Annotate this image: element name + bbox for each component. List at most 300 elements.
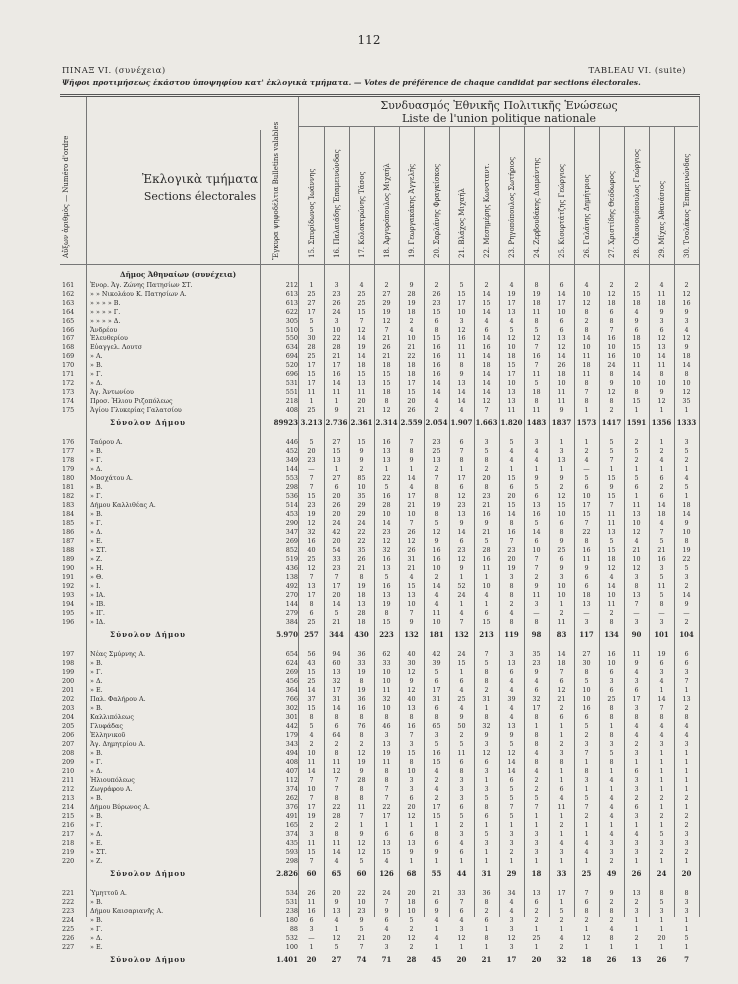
candidate-vote-cell: 17: [506, 954, 517, 964]
candidate-vote-cell: 85: [357, 473, 366, 482]
row-label: » Β.: [90, 482, 103, 491]
candidate-vote-cell: 7: [409, 608, 414, 617]
candidate-vote-cell: 7: [334, 572, 339, 581]
candidate-vote-cell: 18: [581, 954, 592, 964]
candidate-vote-cell: 2: [559, 915, 564, 924]
candidate-vote-cell: 6: [484, 325, 489, 334]
candidate-vote-cell: 3: [684, 897, 689, 906]
valid-ballots-value: 2.826: [276, 868, 298, 878]
candidate-vote-cell: 7: [484, 649, 489, 658]
candidate-vote-cell: 8: [384, 396, 389, 405]
candidate-vote-cell: 23: [457, 545, 466, 554]
candidate-vote-cell: 8: [484, 897, 489, 906]
candidate-vote-cell: 5: [459, 811, 464, 820]
candidate-vote-cell: 5: [509, 793, 514, 802]
candidate-vote-cell: 14: [482, 370, 491, 378]
candidate-vote-cell: 11: [632, 361, 641, 370]
candidate-vote-cell: 4: [659, 730, 664, 739]
candidate-vote-cell: 18: [507, 352, 516, 361]
candidate-vote-cell: 18: [407, 897, 416, 906]
candidate-vote-cell: 8: [534, 712, 539, 721]
candidate-vote-cell: 1: [584, 829, 589, 838]
candidate-vote-cell: 3: [559, 748, 564, 757]
candidate-vote-cell: 1: [684, 757, 689, 766]
candidate-vote-cell: 9: [484, 518, 489, 527]
candidate-vote-cell: 2: [509, 847, 514, 856]
top-rule-2: [60, 96, 700, 97]
candidate-vote-cell: 19: [357, 581, 366, 590]
candidate-vote-cell: 14: [332, 599, 341, 608]
candidate-vote-cell: 20: [681, 868, 692, 878]
candidate-vote-cell: 4: [509, 608, 514, 617]
candidate-vote-cell: 4: [434, 396, 439, 405]
row-label: » Δ.: [90, 676, 103, 685]
candidate-vote-cell: 19: [532, 289, 541, 298]
union-title-gr: Συνδυασμός Ἐθνικῆς Πολιτικῆς Ἑνώσεως: [380, 99, 618, 112]
candidate-vote-cell: 5: [484, 658, 489, 667]
candidate-vote-cell: 3: [684, 838, 689, 847]
candidate-vote-cell: 98: [531, 629, 542, 639]
valid-ballots-value: 436: [285, 563, 298, 572]
candidate-vote-cell: 2: [534, 572, 539, 581]
candidate-vote-cell: 24: [457, 649, 466, 658]
row-number: 200: [62, 676, 75, 685]
candidate-vote-cell: 1356: [651, 417, 672, 427]
candidate-vote-cell: 14: [482, 352, 491, 361]
candidate-vote-cell: 8: [659, 712, 664, 721]
candidate-vote-cell: 21: [482, 500, 491, 509]
candidate-vote-cell: 14: [357, 334, 366, 343]
section-total-label: Σύνολον Δήμου: [110, 629, 187, 639]
candidate-vote-cell: 2: [659, 482, 664, 491]
candidate-vote-cell: 10: [582, 343, 591, 352]
candidate-vote-cell: 1: [684, 775, 689, 784]
candidate-vote-cell: 26: [307, 888, 316, 897]
candidate-vote-cell: 6: [309, 608, 314, 617]
candidate-vote-cell: 12: [582, 298, 591, 307]
candidate-vote-cell: 2: [559, 820, 564, 829]
candidate-vote-cell: 11: [582, 370, 591, 378]
row-number: 182: [62, 491, 75, 500]
candidate-vote-cell: 12: [382, 405, 391, 414]
candidate-vote-cell: 11: [382, 685, 391, 694]
candidate-vote-cell: 8: [534, 757, 539, 766]
candidate-vote-cell: 6: [534, 536, 539, 545]
candidate-vote-cell: 21: [407, 343, 416, 352]
candidate-vote-cell: 26: [656, 954, 667, 964]
candidate-vote-cell: 27: [382, 289, 391, 298]
row-number: 216: [62, 820, 75, 829]
candidate-vote-cell: 8: [384, 775, 389, 784]
valid-ballots-value: 343: [285, 739, 298, 748]
candidate-vote-cell: 13: [657, 343, 666, 352]
candidate-vote-cell: 6: [534, 685, 539, 694]
candidate-vote-cell: 8: [609, 730, 614, 739]
row-label: » Ε.: [90, 685, 103, 694]
candidate-vote-cell: 9: [459, 712, 464, 721]
candidate-vote-cell: 3: [559, 446, 564, 455]
candidate-vote-cell: 18: [582, 361, 591, 370]
candidate-vote-cell: 6: [584, 897, 589, 906]
candidate-vote-cell: 7: [559, 667, 564, 676]
candidate-vote-cell: 3: [509, 829, 514, 838]
candidate-vote-cell: 1: [534, 820, 539, 829]
row-label: » Δ.: [90, 378, 103, 387]
row-number: 199: [62, 667, 75, 676]
candidate-vote-cell: 16: [432, 748, 441, 757]
candidate-vote-cell: 6: [559, 676, 564, 685]
union-title-fr: Liste de l'union politique nationale: [401, 112, 597, 125]
candidate-vote-cell: 13: [457, 378, 466, 387]
candidate-vote-cell: 8: [684, 536, 689, 545]
candidate-vote-cell: 12: [332, 766, 341, 775]
row-label: Ἡλιουπόλεως: [90, 775, 135, 784]
candidate-vote-cell: 9: [609, 378, 614, 387]
candidate-vote-cell: 4: [584, 281, 589, 289]
candidate-vote-cell: 11: [432, 608, 441, 617]
candidate-vote-cell: 14: [357, 352, 366, 361]
candidate-vote-cell: 4: [309, 730, 314, 739]
candidate-vote-cell: 4: [634, 721, 639, 730]
valid-ballots-label: Ἔγκυρα ψηφοδέλτια Bulletins valables: [272, 121, 280, 260]
candidate-vote-cell: 23: [332, 563, 341, 572]
candidate-vote-cell: 1: [634, 856, 639, 865]
valid-ballots-value: 302: [285, 703, 298, 712]
candidate-vote-cell: 16: [432, 545, 441, 554]
candidate-vote-cell: 8: [434, 712, 439, 721]
candidate-vote-cell: 11: [657, 361, 666, 370]
candidate-vote-cell: 5: [484, 536, 489, 545]
row-label: » ΙΔ.: [90, 617, 106, 626]
candidate-vote-cell: 14: [557, 649, 566, 658]
candidate-vote-cell: 4: [359, 281, 364, 289]
candidate-vote-cell: 3: [534, 829, 539, 838]
candidate-vote-cell: 3: [534, 599, 539, 608]
candidate-vote-cell: 1591: [626, 417, 647, 427]
candidate-vote-cell: 9: [334, 405, 339, 414]
candidate-vote-cell: 15: [407, 581, 416, 590]
candidate-vote-cell: 2: [534, 906, 539, 915]
candidate-vote-cell: 13: [457, 509, 466, 518]
candidate-vote-cell: 23: [382, 527, 391, 536]
candidate-vote-cell: 2: [634, 739, 639, 748]
candidate-vote-cell: 15: [507, 361, 516, 370]
candidate-vote-cell: 24: [607, 361, 616, 370]
candidate-vote-cell: 10: [682, 378, 691, 387]
candidate-vote-cell: 16: [582, 545, 591, 554]
candidate-vote-cell: 8: [584, 325, 589, 334]
candidate-vote-cell: 25: [307, 617, 316, 626]
candidate-vote-cell: 6: [559, 554, 564, 563]
row-label: » Β.: [90, 897, 103, 906]
candidate-vote-cell: 10: [432, 563, 441, 572]
row-label: Δήμου Καλλιθέας Α.: [90, 500, 156, 509]
row-label: » ΙΓ.: [90, 608, 105, 617]
candidate-vote-cell: 5: [534, 518, 539, 527]
candidate-vote-cell: 2: [559, 739, 564, 748]
candidate-vote-cell: 8: [584, 378, 589, 387]
row-number: 174: [62, 396, 75, 405]
candidate-vote-cell: 7: [609, 500, 614, 509]
candidate-vote-cell: 8: [609, 316, 614, 325]
candidate-vote-cell: 1: [409, 820, 414, 829]
candidate-vote-cell: 2.736: [325, 417, 348, 427]
row-label: » Θ.: [90, 572, 104, 581]
valid-ballots-value: 613: [285, 289, 298, 298]
candidate-vote-cell: 3: [634, 748, 639, 757]
valid-ballots-value: 551: [285, 387, 298, 396]
candidate-vote-cell: 4: [584, 847, 589, 856]
row-label: Γλυφάδας: [90, 721, 123, 730]
row-label: Ἐλευθερίου: [90, 334, 128, 343]
candidate-vote-cell: 12: [532, 334, 541, 343]
candidate-vote-cell: 7: [309, 793, 314, 802]
row-label: Ἁγίου Γλυκερίας Γαλατσίου: [90, 405, 182, 414]
candidate-vote-cell: 11: [582, 352, 591, 361]
section-total-label: Σύνολον Δήμου: [110, 954, 187, 964]
candidate-vote-cell: 27: [307, 298, 316, 307]
candidate-vote-cell: 28: [482, 545, 491, 554]
candidate-vote-cell: 1: [434, 820, 439, 829]
candidate-vote-cell: 4: [634, 730, 639, 739]
candidate-vote-cell: 13: [407, 703, 416, 712]
candidate-vote-cell: 3: [634, 906, 639, 915]
candidate-vote-cell: 9: [359, 455, 364, 464]
candidate-vote-cell: 4: [659, 676, 664, 685]
row-number: 188: [62, 545, 75, 554]
candidate-vote-cell: 9: [359, 829, 364, 838]
candidate-vote-cell: 13: [607, 527, 616, 536]
valid-ballots-value: 435: [285, 838, 298, 847]
candidate-vote-cell: 9: [684, 343, 689, 352]
candidate-vote-cell: 13: [382, 446, 391, 455]
row-number: 184: [62, 509, 75, 518]
candidate-vote-cell: 2: [684, 581, 689, 590]
row-label: » ΣΤ.: [90, 545, 107, 554]
valid-ballots-value: 179: [285, 730, 298, 739]
candidate-vote-cell: 8: [509, 518, 514, 527]
candidate-vote-cell: 3: [609, 739, 614, 748]
candidate-vote-cell: 2: [559, 608, 564, 617]
candidate-vote-cell: 1: [684, 685, 689, 694]
candidate-vote-cell: 2: [634, 897, 639, 906]
candidate-vote-cell: 8: [609, 703, 614, 712]
candidate-vote-cell: 9: [459, 563, 464, 572]
candidate-vote-cell: 9: [484, 730, 489, 739]
candidate-vote-cell: 10: [607, 658, 616, 667]
candidate-vote-cell: 4: [409, 325, 414, 334]
candidate-vote-cell: 11: [482, 563, 491, 572]
candidate-vote-cell: 4: [509, 703, 514, 712]
candidate-vote-cell: 22: [382, 473, 391, 482]
candidate-vote-cell: 20: [507, 554, 516, 563]
candidate-vote-cell: 60: [356, 868, 367, 878]
candidate-vote-cell: 40: [307, 545, 316, 554]
candidate-vote-cell: 16: [607, 334, 616, 343]
candidate-vote-cell: 9: [459, 518, 464, 527]
candidate-vote-cell: 25: [581, 868, 592, 878]
candidate-vote-cell: 12: [607, 387, 616, 396]
candidate-header: 19. Γεωργακάκης Ἀγγελῆς: [408, 164, 416, 258]
candidate-vote-cell: 14: [482, 307, 491, 316]
candidate-vote-cell: 31: [432, 694, 441, 703]
candidate-vote-cell: 12: [457, 554, 466, 563]
candidate-vote-cell: 15: [432, 757, 441, 766]
candidate-vote-cell: 1: [484, 942, 489, 951]
candidate-vote-cell: 1: [459, 464, 464, 473]
candidate-vote-cell: 4: [659, 281, 664, 289]
candidate-vote-cell: 4: [609, 775, 614, 784]
row-number: 204: [62, 712, 75, 721]
candidate-vote-cell: 8: [359, 793, 364, 802]
candidate-vote-cell: 14: [657, 500, 666, 509]
candidate-vote-cell: 7: [659, 703, 664, 712]
candidate-header: 20. Σαρλάνης Φραγκίσκος: [433, 163, 441, 258]
candidate-vote-cell: 13: [382, 455, 391, 464]
candidate-vote-cell: 1: [584, 942, 589, 951]
candidate-header: 24. Ζερβουδάκης Διαμάντης: [533, 157, 541, 258]
candidate-vote-cell: 4: [609, 924, 614, 933]
candidate-vote-cell: 3: [484, 766, 489, 775]
candidate-vote-cell: 13: [507, 396, 516, 405]
candidate-vote-cell: 1: [634, 915, 639, 924]
candidate-vote-cell: 20: [332, 888, 341, 897]
candidate-vote-cell: 3: [609, 676, 614, 685]
row-number: 165: [62, 316, 75, 325]
valid-ballots-value: 279: [285, 608, 298, 617]
candidate-vote-cell: 7: [534, 343, 539, 352]
candidate-vote-cell: 4: [459, 608, 464, 617]
candidate-vote-cell: 8: [384, 766, 389, 775]
candidate-vote-cell: 9: [559, 536, 564, 545]
row-number: 203: [62, 703, 75, 712]
candidate-vote-cell: 8: [309, 712, 314, 721]
candidate-vote-cell: 1: [409, 856, 414, 865]
candidate-vote-cell: 14: [457, 527, 466, 536]
candidate-vote-cell: 2: [609, 897, 614, 906]
candidate-vote-cell: 3: [659, 739, 664, 748]
candidate-vote-cell: 5: [684, 933, 689, 942]
candidate-vote-cell: 14: [382, 518, 391, 527]
candidate-vote-cell: 8: [484, 933, 489, 942]
row-number: 172: [62, 378, 75, 387]
candidate-vote-cell: 16: [532, 352, 541, 361]
candidate-vote-cell: 28: [406, 954, 417, 964]
candidate-vote-cell: 1: [559, 856, 564, 865]
row-label: » Γ.: [90, 455, 103, 464]
candidate-vote-cell: 8: [459, 766, 464, 775]
candidate-header: 16. Παλαιάδης Ἐπαμεινώνδας: [333, 149, 341, 258]
candidate-vote-cell: 12: [632, 563, 641, 572]
candidate-vote-cell: 5: [484, 446, 489, 455]
candidate-vote-cell: 1: [684, 802, 689, 811]
candidate-vote-cell: 2: [684, 455, 689, 464]
valid-ballots-value: 453: [285, 509, 298, 518]
candidate-header: 22. Μεσημέρης Κωνσταντ.: [483, 163, 491, 258]
candidate-vote-cell: 2: [684, 820, 689, 829]
candidate-vote-cell: 1483: [526, 417, 547, 427]
valid-ballots-value: 180: [285, 915, 298, 924]
candidate-vote-cell: 3: [484, 739, 489, 748]
row-label: Καλλιπόλεως: [90, 712, 134, 721]
candidate-vote-cell: 10: [557, 509, 566, 518]
candidate-vote-cell: 22: [582, 527, 591, 536]
row-label: » Δ.: [90, 766, 103, 775]
candidate-vote-cell: 20: [332, 590, 341, 599]
candidate-vote-cell: 25: [457, 694, 466, 703]
candidate-vote-cell: 1: [559, 599, 564, 608]
candidate-vote-cell: 15: [632, 396, 641, 405]
candidate-vote-cell: 14: [482, 378, 491, 387]
candidate-vote-cell: 15: [632, 343, 641, 352]
candidate-vote-cell: 16: [482, 509, 491, 518]
row-label: » Γ.: [90, 491, 103, 500]
candidate-vote-cell: 5: [609, 536, 614, 545]
candidate-vote-cell: 4: [634, 536, 639, 545]
candidate-vote-cell: 5: [434, 739, 439, 748]
candidate-vote-cell: 3: [409, 739, 414, 748]
candidate-vote-cell: 1: [659, 784, 664, 793]
candidate-vote-cell: 3: [484, 784, 489, 793]
candidate-vote-cell: 8: [509, 617, 514, 626]
candidate-vote-cell: 18: [682, 500, 691, 509]
candidate-vote-cell: 8: [359, 784, 364, 793]
candidate-vote-cell: 13: [507, 721, 516, 730]
candidate-vote-cell: 9: [459, 370, 464, 378]
candidate-vote-cell: 22: [357, 527, 366, 536]
row-label: Ὑμηττοῦ Α.: [90, 888, 127, 897]
row-number: 173: [62, 387, 75, 396]
top-rule: [60, 94, 700, 95]
row-label: » Γ.: [90, 518, 103, 527]
candidate-vote-cell: 3: [484, 437, 489, 446]
candidate-vote-cell: 1: [684, 766, 689, 775]
candidate-vote-cell: 2: [409, 316, 414, 325]
candidate-vote-cell: 1: [384, 820, 389, 829]
candidate-vote-cell: 4: [584, 838, 589, 847]
candidate-vote-cell: 1: [359, 820, 364, 829]
candidate-vote-cell: 35: [532, 649, 541, 658]
candidate-vote-cell: 2: [534, 775, 539, 784]
candidate-vote-cell: 9: [609, 888, 614, 897]
candidate-vote-cell: 7: [309, 572, 314, 581]
candidate-vote-cell: 22: [332, 802, 341, 811]
row-number: 220: [62, 856, 75, 865]
candidate-vote-cell: 18: [382, 361, 391, 370]
candidate-vote-cell: 9: [559, 473, 564, 482]
candidate-vote-cell: 1: [684, 915, 689, 924]
candidate-vote-cell: 15: [307, 703, 316, 712]
candidate-vote-cell: 11: [557, 387, 566, 396]
candidate-vote-cell: 21: [407, 500, 416, 509]
candidate-vote-cell: 8: [659, 599, 664, 608]
candidate-vote-cell: 12: [407, 685, 416, 694]
candidate-vote-cell: 3: [584, 739, 589, 748]
candidate-vote-cell: —: [633, 608, 640, 617]
candidate-vote-cell: 6: [384, 915, 389, 924]
row-number: 225: [62, 924, 75, 933]
candidate-vote-cell: 10: [582, 685, 591, 694]
valid-ballots-value: 5.970: [276, 629, 298, 639]
candidate-vote-cell: 14: [682, 361, 691, 370]
candidate-vote-cell: 21: [657, 545, 666, 554]
valid-ballots-value: 510: [285, 325, 298, 334]
candidate-vote-cell: 15: [557, 500, 566, 509]
candidate-vote-cell: 7: [384, 325, 389, 334]
candidate-vote-cell: 1: [559, 437, 564, 446]
candidate-vote-cell: 16: [382, 437, 391, 446]
candidate-vote-cell: 13: [631, 954, 642, 964]
